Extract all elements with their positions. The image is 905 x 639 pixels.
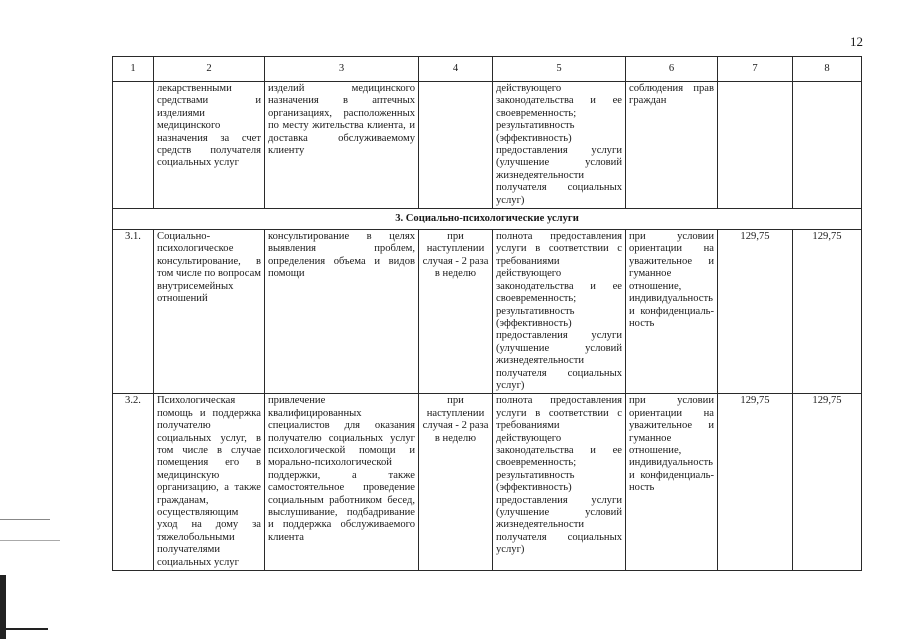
- header-cell: 3: [265, 57, 419, 82]
- services-table: [112, 56, 862, 571]
- header-cell: 5: [493, 57, 626, 82]
- page-number: 12: [850, 34, 863, 49]
- table-row-continuation: [113, 82, 862, 209]
- cell-price-2: [793, 82, 862, 209]
- header-cell: 7: [718, 57, 793, 82]
- cell-conditions: при условии ориентации на уважительное и гуманное отношение, индивидуальность и конфиденциаль-ность: [626, 394, 718, 571]
- header-cell: 8: [793, 57, 862, 82]
- cell-quality: полнота предоставления услуги в соответствии с требованиями действующего законодательства и ее своевременность; результативность (эффективность) предоставления услуги (улучшение условий жизнедеятельности получателя социальных услуг): [493, 230, 626, 394]
- scan-margin-line: [0, 519, 50, 520]
- scan-margin-line: [0, 628, 48, 630]
- cell-service-content: консультирование в целях выявления проблем, определения объема и видов помощи: [265, 230, 419, 394]
- cell-frequency: [419, 82, 493, 209]
- table-header-row: [113, 57, 862, 82]
- section-title: 3. Социально-психологические услуги: [113, 209, 862, 230]
- table-row: [113, 230, 862, 394]
- header-cell: 2: [154, 57, 265, 82]
- section-row: [113, 209, 862, 230]
- cell-service-name: Социально-психологическое консультирование, в том числе по вопросам внутрисемейных отношений: [154, 230, 265, 394]
- header-cell: 4: [419, 57, 493, 82]
- cell-conditions: соблюдения прав граждан: [626, 82, 718, 209]
- cell-conditions: при условии ориентации на уважительное и гуманное отношение, индивидуальность и конфиденциаль-ность: [626, 230, 718, 394]
- cell-service-name: Психологическая помощь и поддержка получателю социальных услуг, в том числе в случае помещения его в медицинскую организацию, а также гражданам, осуществляющим уход на дому за тяжелобольными получателями социальных услуг: [154, 394, 265, 571]
- cell-quality: полнота предоставления услуги в соответствии с требованиями действующего законодательства и ее своевременность; результативность (эффективность) предоставления услуги (улучшение условий жизнедеятельности получателя социальных услуг): [493, 394, 626, 571]
- cell-num: 3.2.: [113, 394, 154, 571]
- scan-margin-line: [0, 540, 60, 541]
- header-cell: 6: [626, 57, 718, 82]
- cell-service-content: привлечение квалифицированных специалистов для оказания получателю социальных услуг психологической помощи и морально-психологической поддержки, а также самостоятельное проведение социальным работником бесед, выслушивание, подбадривание и поддержка обслуживаемого клиента: [265, 394, 419, 571]
- cell-quality: действующего законодательства и ее своевременность; результативность (эффективность) предоставления услуги (улучшение условий жизнедеятельности получателя социальных услуг): [493, 82, 626, 209]
- cell-service-name: лекарственными средствами и изделиями медицинского назначения за счет средств получателя социальных услуг: [154, 82, 265, 209]
- cell-price-1: [718, 82, 793, 209]
- header-cell: 1: [113, 57, 154, 82]
- cell-price-1: 129,75: [718, 230, 793, 394]
- cell-frequency: при наступлении случая - 2 раза в неделю: [419, 230, 493, 394]
- cell-frequency: при наступлении случая - 2 раза в неделю: [419, 394, 493, 571]
- cell-num: 3.1.: [113, 230, 154, 394]
- cell-service-content: изделий медицинского назначения в аптечных организациях, расположенных по месту жительства клиента, и доставка обслуживаемому клиенту: [265, 82, 419, 209]
- cell-price-2: 129,75: [793, 394, 862, 571]
- cell-num: [113, 82, 154, 209]
- table-row: [113, 394, 862, 571]
- cell-price-2: 129,75: [793, 230, 862, 394]
- cell-price-1: 129,75: [718, 394, 793, 571]
